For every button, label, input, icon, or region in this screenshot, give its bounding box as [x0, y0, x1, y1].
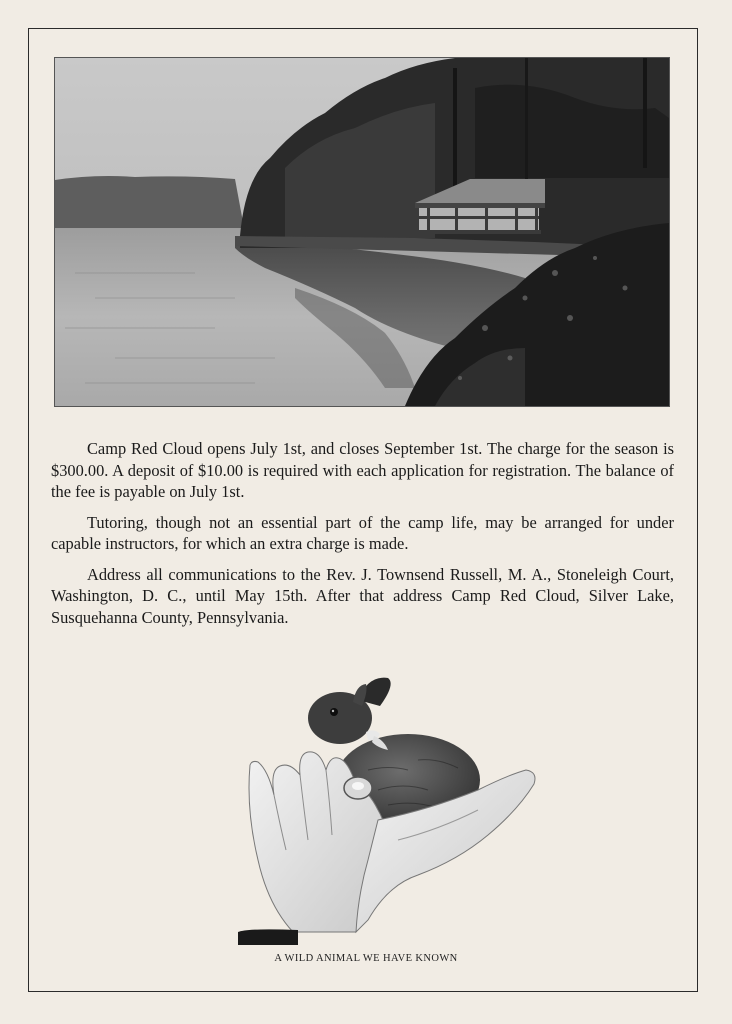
body-text — [51, 438, 674, 637]
lake-photo — [54, 57, 670, 407]
bunny-in-hand-photo — [238, 670, 538, 945]
photo-caption: A WILD ANIMAL WE HAVE KNOWN — [274, 953, 458, 964]
paragraph-address: Address all communications to the Rev. J. Townsend Russell, M. A., Stoneleigh Court, Washington, D. C., until May 15th. After that address Camp Red Cloud, Silver Lake, Susquehanna County, Pennsylvania. — [51, 564, 674, 627]
paragraph-season-fees: Camp Red Cloud opens July 1st, and closes September 1st. The charge for the season is $300.00. A deposit of $10.00 is required with each application for registration. The balance of the fee is payable on July 1st. — [51, 439, 674, 501]
paragraph-tutoring: Tutoring, though not an essential part of the camp life, may be arranged for under capable instructors, for which an extra charge is made. — [51, 512, 674, 553]
